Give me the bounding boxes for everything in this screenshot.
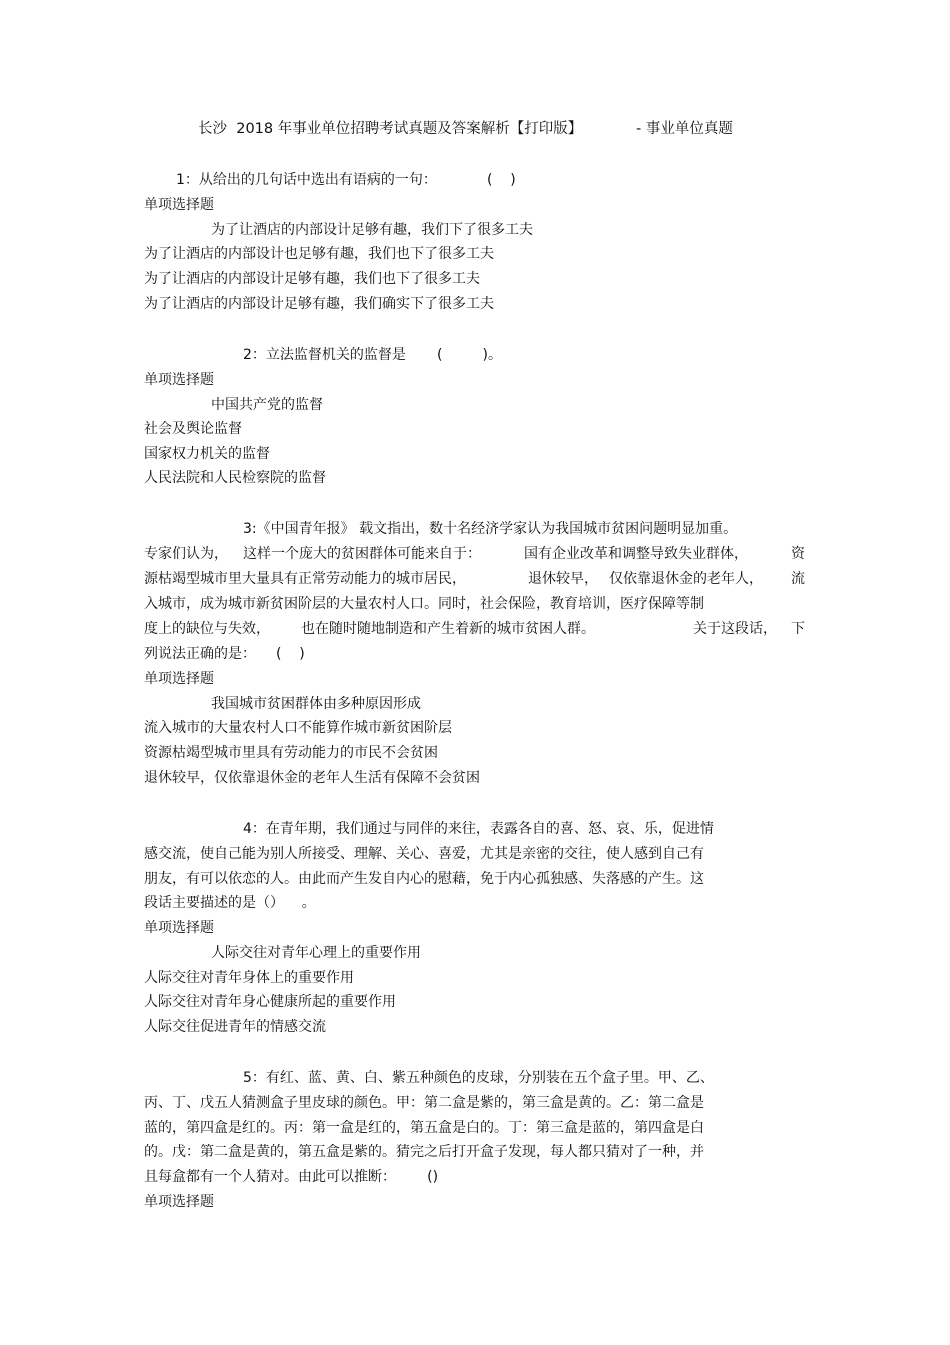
question-3-line-2-seg-4: 资 — [791, 546, 805, 562]
question-3-line-5-seg-1: 度上的缺位与失效， — [144, 621, 270, 637]
question-2-stem: 2：立法监督机关的监督是 — [243, 347, 406, 363]
question-3-line-5-seg-4: 下 — [791, 621, 805, 637]
question-1-paren: ( ) — [487, 172, 516, 188]
question-3-line-3-seg-2: 退休较早， — [528, 571, 598, 587]
question-3-line-6-seg-2: ( ) — [276, 646, 305, 662]
question-3-line-2-seg-1: 专家们认为， — [144, 546, 228, 562]
question-1-option-d: 为了让酒店的内部设计足够有趣，我们确实下了很多工夫 — [144, 296, 494, 312]
question-3-line-5-seg-3: 关于这段话， — [693, 621, 777, 637]
question-4-option-a: 人际交往对青年心理上的重要作用 — [211, 945, 421, 961]
question-2-option-b: 社会及舆论监督 — [144, 421, 242, 437]
question-5-line-2: 丙、丁、戊五人猜测盒子里皮球的颜色。甲：第二盒是紫的，第三盒是黄的。乙：第二盒是 — [144, 1095, 704, 1111]
question-3-line-6-seg-1: 列说法正确的是： — [144, 646, 256, 662]
question-1-option-b: 为了让酒店的内部设计也足够有趣，我们也下了很多工夫 — [144, 246, 494, 262]
question-3-option-a: 我国城市贫困群体由多种原因形成 — [211, 696, 421, 712]
question-2-paren: ( )。 — [437, 347, 502, 363]
question-1-option-c: 为了让酒店的内部设计足够有趣，我们也下了很多工夫 — [144, 271, 480, 287]
question-5-line-5: 且每盒都有一个人猜对。由此可以推断： () — [144, 1169, 439, 1185]
question-3-line-3-seg-4: 流 — [791, 571, 805, 587]
question-3-option-d: 退休较早，仅依靠退休金的老年人生活有保障不会贫困 — [144, 770, 480, 786]
question-4-type: 单项选择题 — [144, 920, 214, 936]
question-3-type: 单项选择题 — [144, 671, 214, 687]
question-3-line-3-seg-3: 仅依靠退休金的老年人， — [609, 571, 763, 587]
question-3-line-5-seg-2: 也在随时随地制造和产生着新的城市贫困人群。 — [301, 621, 595, 637]
question-4-line-4: 段话主要描述的是（） 。 — [144, 895, 316, 911]
question-4-option-c: 人际交往对青年身心健康所起的重要作用 — [144, 994, 396, 1010]
question-3-line-1: 3:《中国青年报》 载文指出，数十名经济学家认为我国城市贫困问题明显加重。 — [243, 521, 738, 537]
question-2-type: 单项选择题 — [144, 372, 214, 388]
question-2-option-c: 国家权力机关的监督 — [144, 446, 270, 462]
question-5-line-4: 的。戊：第二盒是黄的，第五盒是紫的。猜完之后打开盒子发现，每人都只猜对了一种，并 — [144, 1144, 704, 1160]
question-5-type: 单项选择题 — [144, 1194, 214, 1210]
question-1-type: 单项选择题 — [144, 197, 214, 213]
question-4-option-d: 人际交往促进青年的情感交流 — [144, 1019, 326, 1035]
question-4-line-1: 4：在青年期，我们通过与同伴的来往，表露各自的喜、怒、哀、乐，促进情 — [243, 821, 714, 837]
question-2-option-d: 人民法院和人民检察院的监督 — [144, 470, 326, 486]
question-1-option-a: 为了让酒店的内部设计足够有趣，我们下了很多工夫 — [211, 222, 533, 238]
question-3-line-2-seg-2: 这样一个庞大的贫困群体可能来自于： — [243, 546, 481, 562]
question-1-stem: 1：从给出的几句话中选出有语病的一句： — [176, 172, 437, 188]
question-4-option-b: 人际交往对青年身体上的重要作用 — [144, 970, 354, 986]
question-4-line-2: 感交流，使自己能为别人所接受、理解、关心、喜爱，尤其是亲密的交往，使人感到自己有 — [144, 846, 704, 862]
question-4-line-3: 朋友，有可以依恋的人。由此而产生发自内心的慰藉，免于内心孤独感、失落感的产生。这 — [144, 871, 704, 887]
question-3-line-3-seg-1: 源枯竭型城市里大量具有正常劳动能力的城市居民， — [144, 571, 466, 587]
question-3-line-2-seg-3: 国有企业改革和调整导致失业群体， — [524, 546, 748, 562]
question-2-option-a: 中国共产党的监督 — [211, 397, 323, 413]
document-title: 长沙 2018 年事业单位招聘考试真题及答案解析【打印版】 — [198, 121, 583, 137]
question-3-line-4: 入城市，成为城市新贫困阶层的大量农村人口。同时，社会保险，教育培训，医疗保障等制 — [144, 596, 704, 612]
document-title-suffix: - 事业单位真题 — [636, 121, 733, 137]
question-3-option-c: 资源枯竭型城市里具有劳动能力的市民不会贫困 — [144, 745, 438, 761]
question-5-line-1: 5：有红、蓝、黄、白、紫五种颜色的皮球，分别装在五个盒子里。甲、乙、 — [243, 1070, 714, 1086]
question-5-line-3: 蓝的，第四盒是红的。丙：第一盒是红的，第五盒是白的。丁：第三盒是蓝的，第四盒是白 — [144, 1120, 704, 1136]
question-3-option-b: 流入城市的大量农村人口不能算作城市新贫困阶层 — [144, 720, 452, 736]
